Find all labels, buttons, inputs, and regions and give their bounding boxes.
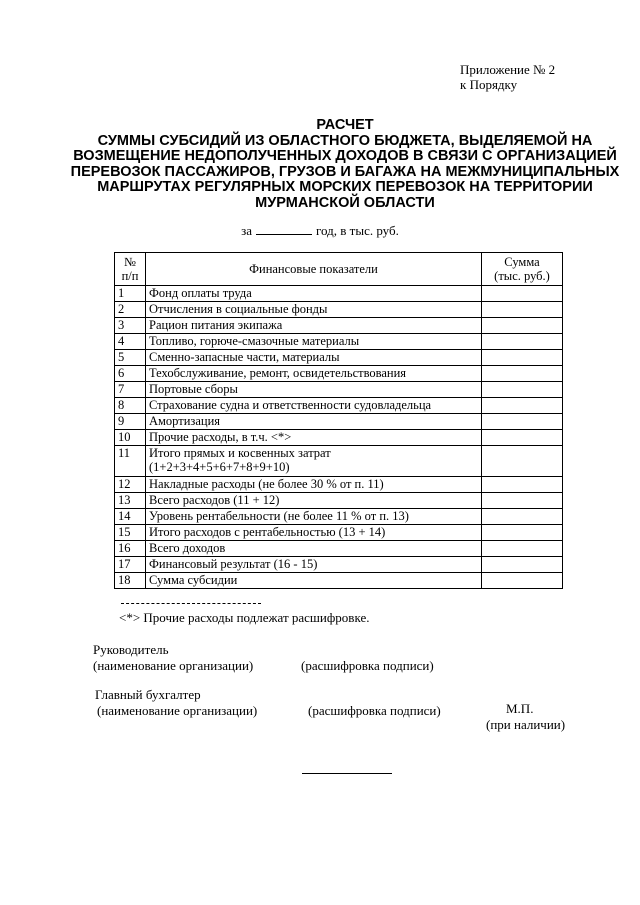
row-indicator: Уровень рентабельности (не более 11 % от п. 13)	[146, 509, 482, 525]
table-row	[115, 398, 563, 414]
row-indicator: Сменно-запасные части, материалы	[146, 350, 482, 366]
row-indicator: Портовые сборы	[146, 382, 482, 398]
table-row	[115, 334, 563, 350]
table-row	[115, 286, 563, 302]
table-row	[115, 493, 563, 509]
table-row	[115, 430, 563, 446]
row-sum-cell[interactable]	[482, 525, 563, 541]
row-indicator: Сумма субсидии	[146, 573, 482, 589]
row-number: 4	[115, 334, 146, 350]
row-indicator: Техобслуживание, ремонт, освидетельствования	[146, 366, 482, 382]
header-sum-line2: (тыс. руб.)	[494, 269, 550, 283]
row-sum-cell[interactable]	[482, 334, 563, 350]
row-sum-cell[interactable]	[482, 366, 563, 382]
appendix-order: к Порядку	[460, 77, 518, 92]
stamp-label: М.П.	[506, 701, 534, 716]
header-number-line2: п/п	[121, 269, 139, 283]
row-number: 11	[115, 446, 146, 477]
row-sum-cell[interactable]	[482, 382, 563, 398]
row-number: 12	[115, 477, 146, 493]
row-number: 7	[115, 382, 146, 398]
head-title: Руководитель	[93, 642, 169, 657]
row-number: 2	[115, 302, 146, 318]
table-row	[115, 446, 563, 477]
title-line-6: МУРМАНСКОЙ ОБЛАСТИ	[255, 194, 435, 211]
row-indicator: Накладные расходы (не более 30 % от п. 11)	[146, 477, 482, 493]
table-row	[115, 302, 563, 318]
row-indicator: Прочие расходы, в т.ч. <*>	[146, 430, 482, 446]
header-number	[115, 253, 146, 286]
accountant-title: Главный бухгалтер	[95, 687, 201, 702]
title-line-3: ВОЗМЕЩЕНИЕ НЕДОПОЛУЧЕННЫХ ДОХОДОВ В СВЯЗИ С ОРГАНИЗАЦИЕЙ	[73, 148, 617, 164]
row-sum-cell[interactable]	[482, 509, 563, 525]
table-row	[115, 477, 563, 493]
footnote: <*> Прочие расходы подлежат расшифровке.	[119, 610, 370, 625]
row-number: 9	[115, 414, 146, 430]
row-sum-cell[interactable]	[482, 398, 563, 414]
document-title	[60, 118, 630, 211]
row-sum-cell[interactable]	[482, 430, 563, 446]
appendix-reference	[460, 62, 555, 92]
title-line-2: СУММЫ СУБСИДИЙ ИЗ ОБЛАСТНОГО БЮДЖЕТА, ВЫДЕЛЯЕМОЙ НА	[97, 132, 593, 149]
row-sum-cell[interactable]	[482, 302, 563, 318]
row-number: 15	[115, 525, 146, 541]
row-sum-cell[interactable]	[482, 350, 563, 366]
row-number: 18	[115, 573, 146, 589]
row-indicator: Финансовый результат (16 - 15)	[146, 557, 482, 573]
row-indicator: Рацион питания экипажа	[146, 318, 482, 334]
row-sum-cell[interactable]	[482, 541, 563, 557]
period-prefix: за	[241, 223, 253, 238]
head-decoding-caption: (расшифровка подписи)	[301, 658, 434, 673]
row-indicator: Амортизация	[146, 414, 482, 430]
table-row	[115, 350, 563, 366]
row-indicator: Всего доходов	[146, 541, 482, 557]
row-indicator-line1: Итого прямых и косвенных затрат	[149, 446, 331, 460]
row-indicator-line2: (1+2+3+4+5+6+7+8+9+10)	[149, 460, 290, 474]
row-indicator: Топливо, горюче-смазочные материалы	[146, 334, 482, 350]
row-sum-cell[interactable]	[482, 286, 563, 302]
table-row	[115, 509, 563, 525]
appendix-number: Приложение № 2	[460, 62, 556, 77]
row-sum-cell[interactable]	[482, 557, 563, 573]
row-number: 3	[115, 318, 146, 334]
row-number: 17	[115, 557, 146, 573]
row-number: 6	[115, 366, 146, 382]
stamp-note: (при наличии)	[486, 717, 566, 732]
row-indicator: Страхование судна и ответственности судовладельца	[146, 398, 482, 414]
table-row	[115, 366, 563, 382]
row-number: 13	[115, 493, 146, 509]
end-separator-line	[302, 773, 392, 774]
row-number: 14	[115, 509, 146, 525]
footnote-separator	[121, 603, 261, 604]
header-indicator: Финансовые показатели	[146, 253, 482, 286]
row-number: 10	[115, 430, 146, 446]
title-line-4: ПЕРЕВОЗОК ПАССАЖИРОВ, ГРУЗОВ И БАГАЖА НА МЕЖМУНИЦИПАЛЬНЫХ	[70, 163, 620, 180]
row-indicator: Итого расходов с рентабельностью (13 + 14)	[146, 525, 482, 541]
row-indicator: Всего расходов (11 + 12)	[146, 493, 482, 509]
row-number: 5	[115, 350, 146, 366]
row-indicator: Фонд оплаты труда	[146, 286, 482, 302]
accountant-decoding-caption: (расшифровка подписи)	[308, 703, 441, 718]
year-blank-field[interactable]	[256, 224, 312, 235]
row-sum-cell[interactable]	[482, 493, 563, 509]
row-sum-cell[interactable]	[482, 414, 563, 430]
row-sum-cell[interactable]	[482, 477, 563, 493]
row-sum-cell[interactable]	[482, 573, 563, 589]
table-row	[115, 318, 563, 334]
period-suffix: год, в тыс. руб.	[316, 223, 399, 238]
accountant-org-caption: (наименование организации)	[97, 703, 258, 718]
row-indicator: Отчисления в социальные фонды	[146, 302, 482, 318]
row-sum-cell[interactable]	[482, 446, 563, 477]
table-row	[115, 525, 563, 541]
financial-indicators-table	[114, 252, 563, 589]
table-row	[115, 414, 563, 430]
table-row	[115, 573, 563, 589]
header-sum-line1: Сумма	[504, 255, 540, 269]
table-row	[115, 382, 563, 398]
table-header-row	[115, 253, 563, 286]
row-number: 8	[115, 398, 146, 414]
title-line-5: МАРШРУТАХ РЕГУЛЯРНЫХ МОРСКИХ ПЕРЕВОЗОК НА ТЕРРИТОРИИ	[97, 179, 593, 195]
row-sum-cell[interactable]	[482, 318, 563, 334]
period-line	[0, 223, 640, 239]
head-org-caption: (наименование организации)	[93, 658, 254, 673]
header-sum	[482, 253, 563, 286]
row-indicator	[146, 446, 482, 477]
table-row	[115, 557, 563, 573]
table-row	[115, 541, 563, 557]
row-number: 1	[115, 286, 146, 302]
row-number: 16	[115, 541, 146, 557]
header-number-line1: №	[124, 255, 136, 269]
title-line-1: РАСЧЕТ	[316, 117, 374, 133]
